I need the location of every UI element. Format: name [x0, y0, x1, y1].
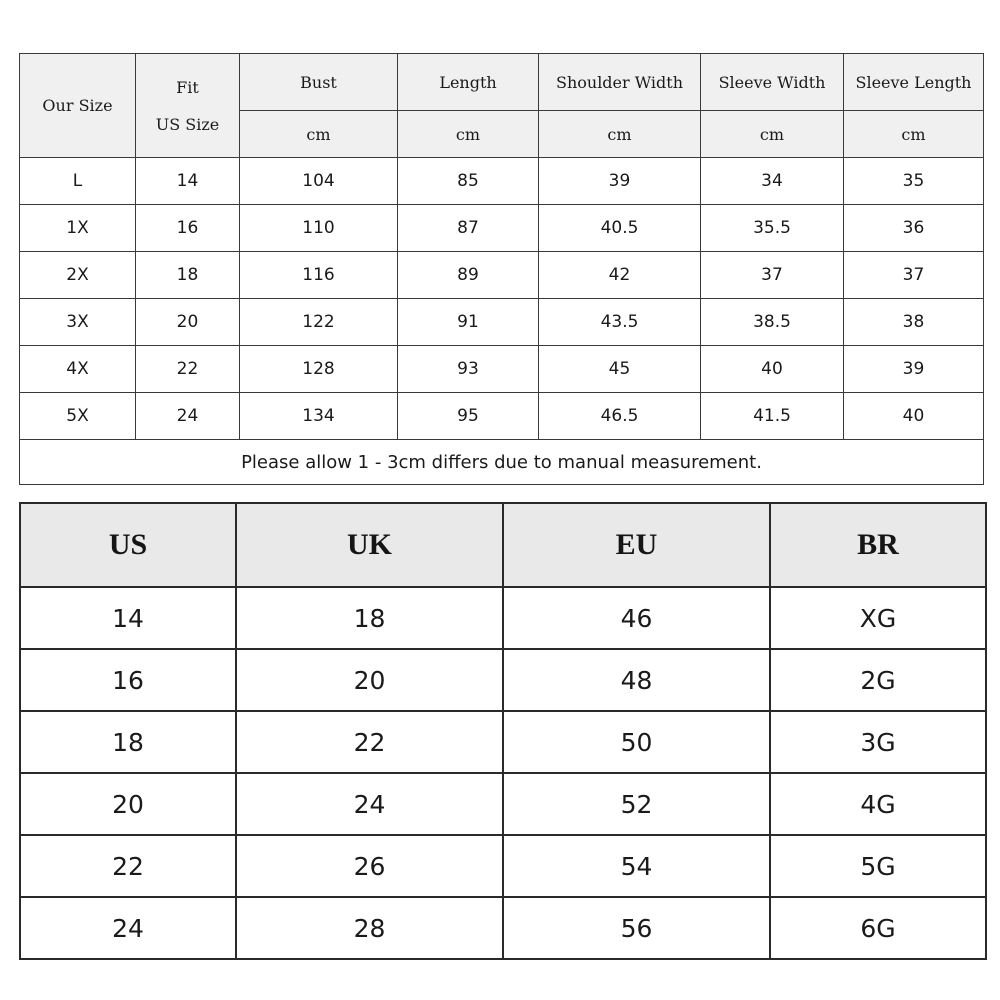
table-cell: 28	[236, 897, 503, 959]
table-cell: 35.5	[701, 205, 844, 252]
table-cell: 22	[136, 346, 240, 393]
table-cell: XG	[770, 587, 986, 649]
table-cell: 3G	[770, 711, 986, 773]
table-cell: 37	[701, 252, 844, 299]
table-cell: 85	[398, 158, 539, 205]
table-cell: 95	[398, 393, 539, 440]
table-cell: 46.5	[539, 393, 701, 440]
table-cell: 40	[701, 346, 844, 393]
table-cell: 2X	[20, 252, 136, 299]
table-cell: 5X	[20, 393, 136, 440]
header-uk: UK	[236, 503, 503, 587]
table-row	[20, 393, 984, 440]
header-fit-label: Fit	[176, 77, 199, 97]
table-cell: 3X	[20, 299, 136, 346]
header-br: BR	[770, 503, 986, 587]
table-row	[20, 587, 986, 649]
table-cell: 42	[539, 252, 701, 299]
table-cell: 93	[398, 346, 539, 393]
table-row	[20, 346, 984, 393]
table-cell: 5G	[770, 835, 986, 897]
table-cell: 6G	[770, 897, 986, 959]
header-us-size-label: US Size	[155, 114, 220, 134]
table-cell: 2G	[770, 649, 986, 711]
table-cell: 18	[136, 252, 240, 299]
table-row	[20, 711, 986, 773]
header-bust: Bust	[240, 54, 398, 111]
table-row	[20, 897, 986, 959]
table-cell: 22	[20, 835, 236, 897]
table-cell: 40.5	[539, 205, 701, 252]
table-cell: 122	[240, 299, 398, 346]
table-cell: 39	[539, 158, 701, 205]
table-cell: 110	[240, 205, 398, 252]
header-eu: EU	[503, 503, 770, 587]
table-cell: 38.5	[701, 299, 844, 346]
table-cell: 48	[503, 649, 770, 711]
table-cell: 14	[20, 587, 236, 649]
table-cell: 91	[398, 299, 539, 346]
table-cell: 24	[236, 773, 503, 835]
header-fit-us-size	[136, 54, 240, 158]
header-us: US	[20, 503, 236, 587]
header-length: Length	[398, 54, 539, 111]
table-cell: 134	[240, 393, 398, 440]
unit-label: cm	[240, 111, 398, 158]
unit-label: cm	[539, 111, 701, 158]
size-conversion-table	[19, 502, 987, 960]
table-cell: 46	[503, 587, 770, 649]
table-cell: 50	[503, 711, 770, 773]
table-cell: 116	[240, 252, 398, 299]
table-cell: 35	[844, 158, 984, 205]
table-cell: 20	[20, 773, 236, 835]
table-cell: 18	[236, 587, 503, 649]
table-cell: 26	[236, 835, 503, 897]
table-cell: 4X	[20, 346, 136, 393]
table-cell: 45	[539, 346, 701, 393]
table-row	[20, 835, 986, 897]
table-row	[20, 205, 984, 252]
table-cell: L	[20, 158, 136, 205]
table-cell: 56	[503, 897, 770, 959]
table-cell: 16	[136, 205, 240, 252]
table-row	[20, 649, 986, 711]
unit-label: cm	[701, 111, 844, 158]
table-cell: 89	[398, 252, 539, 299]
table-cell: 20	[136, 299, 240, 346]
table-cell: 4G	[770, 773, 986, 835]
table-cell: 128	[240, 346, 398, 393]
unit-label: cm	[398, 111, 539, 158]
table-cell: 24	[136, 393, 240, 440]
table-cell: 54	[503, 835, 770, 897]
header-sleeve-length: Sleeve Length	[844, 54, 984, 111]
table-cell: 36	[844, 205, 984, 252]
table-cell: 43.5	[539, 299, 701, 346]
size-chart-table	[19, 53, 984, 485]
header-our-size: Our Size	[20, 54, 136, 158]
table-row	[20, 773, 986, 835]
table-cell: 20	[236, 649, 503, 711]
table-row	[20, 252, 984, 299]
table-cell: 41.5	[701, 393, 844, 440]
table-cell: 34	[701, 158, 844, 205]
measurement-note: Please allow 1 - 3cm differs due to manual measurement.	[20, 440, 984, 485]
table-cell: 16	[20, 649, 236, 711]
table-cell: 87	[398, 205, 539, 252]
table-row	[20, 158, 984, 205]
table-cell: 14	[136, 158, 240, 205]
table-cell: 24	[20, 897, 236, 959]
table-row	[20, 299, 984, 346]
table-cell: 52	[503, 773, 770, 835]
unit-label: cm	[844, 111, 984, 158]
table-cell: 1X	[20, 205, 136, 252]
table-cell: 38	[844, 299, 984, 346]
table-cell: 104	[240, 158, 398, 205]
header-shoulder-width: Shoulder Width	[539, 54, 701, 111]
table-cell: 37	[844, 252, 984, 299]
table-cell: 22	[236, 711, 503, 773]
table-cell: 39	[844, 346, 984, 393]
header-sleeve-width: Sleeve Width	[701, 54, 844, 111]
table-cell: 40	[844, 393, 984, 440]
table-cell: 18	[20, 711, 236, 773]
